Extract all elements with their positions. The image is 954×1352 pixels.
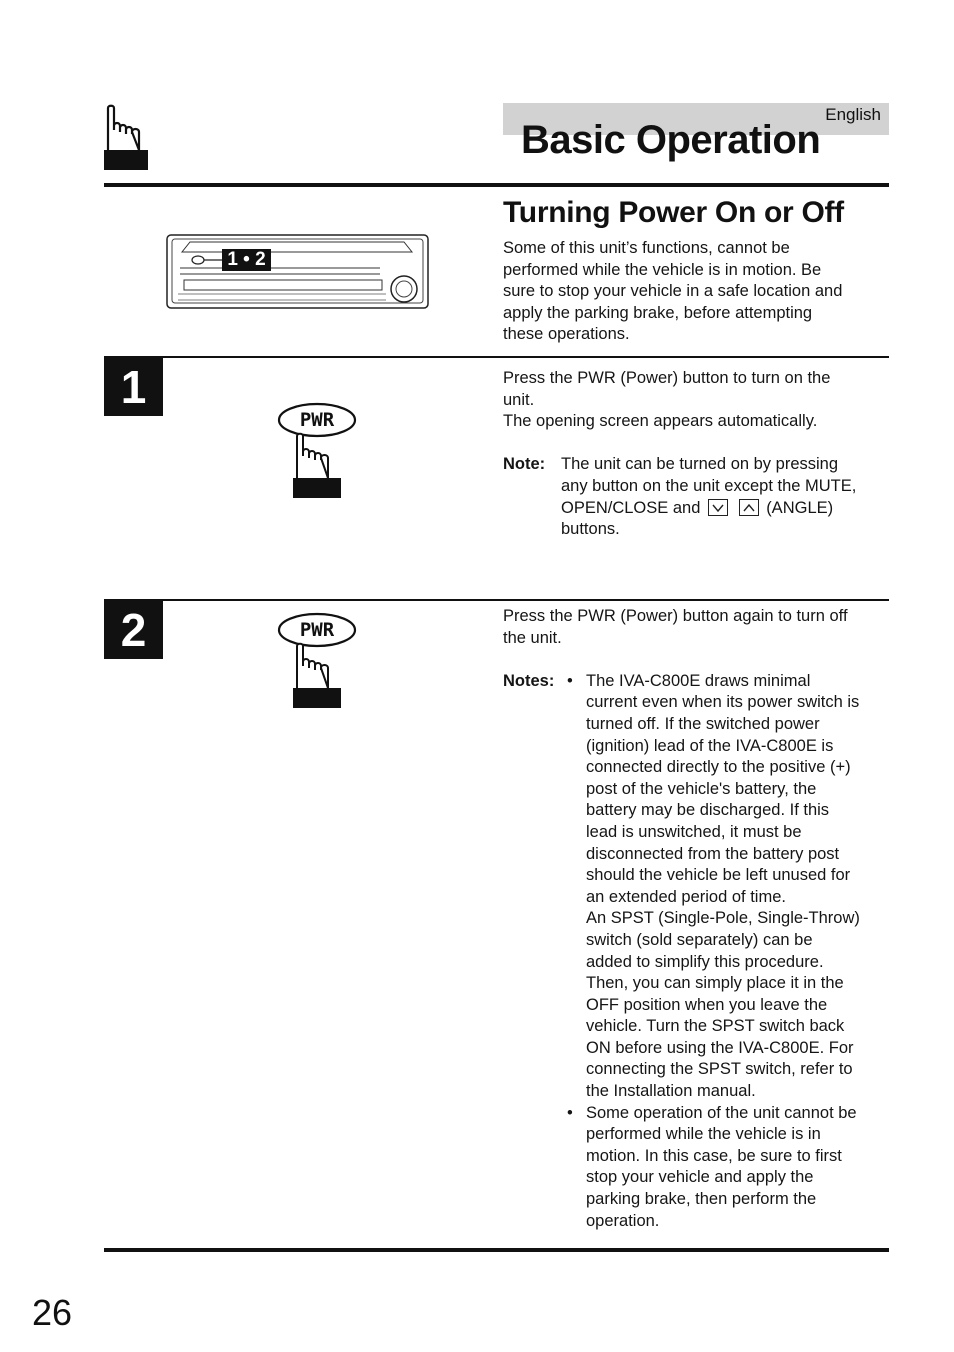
step-2-badge: 2 xyxy=(104,601,163,659)
note-line: motion. In this case, be sure to first xyxy=(586,1146,842,1165)
note-line: buttons. xyxy=(561,520,620,539)
note-line: an extended period of time. xyxy=(586,887,786,906)
note-line: switch (sold separately) can be xyxy=(586,930,813,949)
hand-press-icon xyxy=(103,104,149,175)
note-line: added to simplify this procedure. xyxy=(586,952,824,971)
intro-line: these operations. xyxy=(503,325,630,344)
note-line: connecting the SPST switch, refer to xyxy=(586,1060,853,1079)
step-1-badge: 1 xyxy=(104,358,163,416)
note-line-text: OPEN/CLOSE and xyxy=(561,498,701,517)
intro-line: Some of this unit’s functions, cannot be xyxy=(503,239,790,257)
note-line: disconnected from the battery post xyxy=(586,844,840,863)
bullet: • xyxy=(567,671,573,690)
note-line: stop your vehicle and apply the xyxy=(586,1168,814,1187)
note-line: Some operation of the unit cannot be xyxy=(586,1103,857,1122)
note-line: any button on the unit except the MUTE, xyxy=(561,476,857,495)
note-line: should the vehicle be left unused for xyxy=(586,866,851,885)
note-line: vehicle. Turn the SPST switch back xyxy=(586,1017,845,1036)
step-2-notes xyxy=(503,671,898,1232)
angle-down-icon xyxy=(708,499,728,516)
note-line: connected directly to the positive (+) xyxy=(586,758,851,777)
header-rule xyxy=(104,183,889,187)
note-line: performed while the vehicle is in xyxy=(586,1125,821,1144)
list-item xyxy=(567,1103,860,1233)
instruction-line: Press the PWR (Power) button to turn on the xyxy=(503,369,831,387)
note-line: parking brake, then perform the xyxy=(586,1190,817,1209)
note-line: The unit can be turned on by pressing xyxy=(561,455,839,474)
step-1-note xyxy=(503,454,893,540)
step2-rule xyxy=(104,599,889,601)
pwr-button-press-illustration xyxy=(277,612,357,710)
note-line-text: (ANGLE) xyxy=(766,498,834,517)
note-line: post of the vehicle's battery, the xyxy=(586,779,817,798)
step1-rule xyxy=(104,356,889,358)
pwr-button-label: PWR xyxy=(299,409,335,431)
notes-label: Notes: xyxy=(503,671,555,690)
footer-rule xyxy=(104,1248,889,1252)
step-1-instructions xyxy=(503,368,893,541)
note-line: Then, you can simply place it in the xyxy=(586,974,844,993)
note-line: ON before using the IVA-C800E. For xyxy=(586,1038,854,1057)
head-unit-illustration xyxy=(166,234,430,317)
note-line: the Installation manual. xyxy=(586,1082,756,1101)
device-callout-label: 1 • 2 xyxy=(227,249,266,270)
section-title: Turning Power On or Off xyxy=(503,196,844,229)
note-text xyxy=(586,1103,857,1233)
note-line: battery may be discharged. If this xyxy=(586,801,830,820)
pwr-button-label: PWR xyxy=(299,619,335,641)
instruction-line: unit. xyxy=(503,390,535,409)
note-line: operation. xyxy=(586,1211,660,1230)
step-2-instructions xyxy=(503,606,898,1232)
note-line: current even when its power switch is xyxy=(586,693,860,712)
page-title: Basic Operation xyxy=(521,118,821,162)
instruction-line: the unit. xyxy=(503,628,562,647)
note-text xyxy=(561,454,856,540)
intro-line: sure to stop your vehicle in a safe location and xyxy=(503,282,843,301)
note-line: turned off. If the switched power xyxy=(586,714,820,733)
instruction-line: Press the PWR (Power) button again to turn off xyxy=(503,607,848,625)
note-line: An SPST (Single-Pole, Single-Throw) xyxy=(586,909,860,928)
intro-line: apply the parking brake, before attempting xyxy=(503,303,813,322)
angle-up-icon xyxy=(739,499,759,516)
note-line: lead is unswitched, it must be xyxy=(586,822,802,841)
note-line: The IVA-C800E draws minimal xyxy=(586,671,811,690)
pwr-button-press-illustration xyxy=(277,402,357,500)
list-item xyxy=(567,671,860,1103)
intro-paragraph xyxy=(503,238,893,346)
note-line: (ignition) lead of the IVA-C800E is xyxy=(586,736,834,755)
instruction-line: The opening screen appears automatically. xyxy=(503,412,818,431)
note-line: OFF position when you leave the xyxy=(586,995,828,1014)
bullet: • xyxy=(567,1103,573,1122)
notes-list xyxy=(567,671,860,1232)
language-label: English xyxy=(825,105,881,124)
note-text xyxy=(586,671,860,1103)
intro-line: performed while the vehicle is in motion. Be xyxy=(503,260,822,279)
note-line xyxy=(561,498,856,520)
page-number: 26 xyxy=(32,1292,73,1333)
note-label: Note: xyxy=(503,455,546,474)
